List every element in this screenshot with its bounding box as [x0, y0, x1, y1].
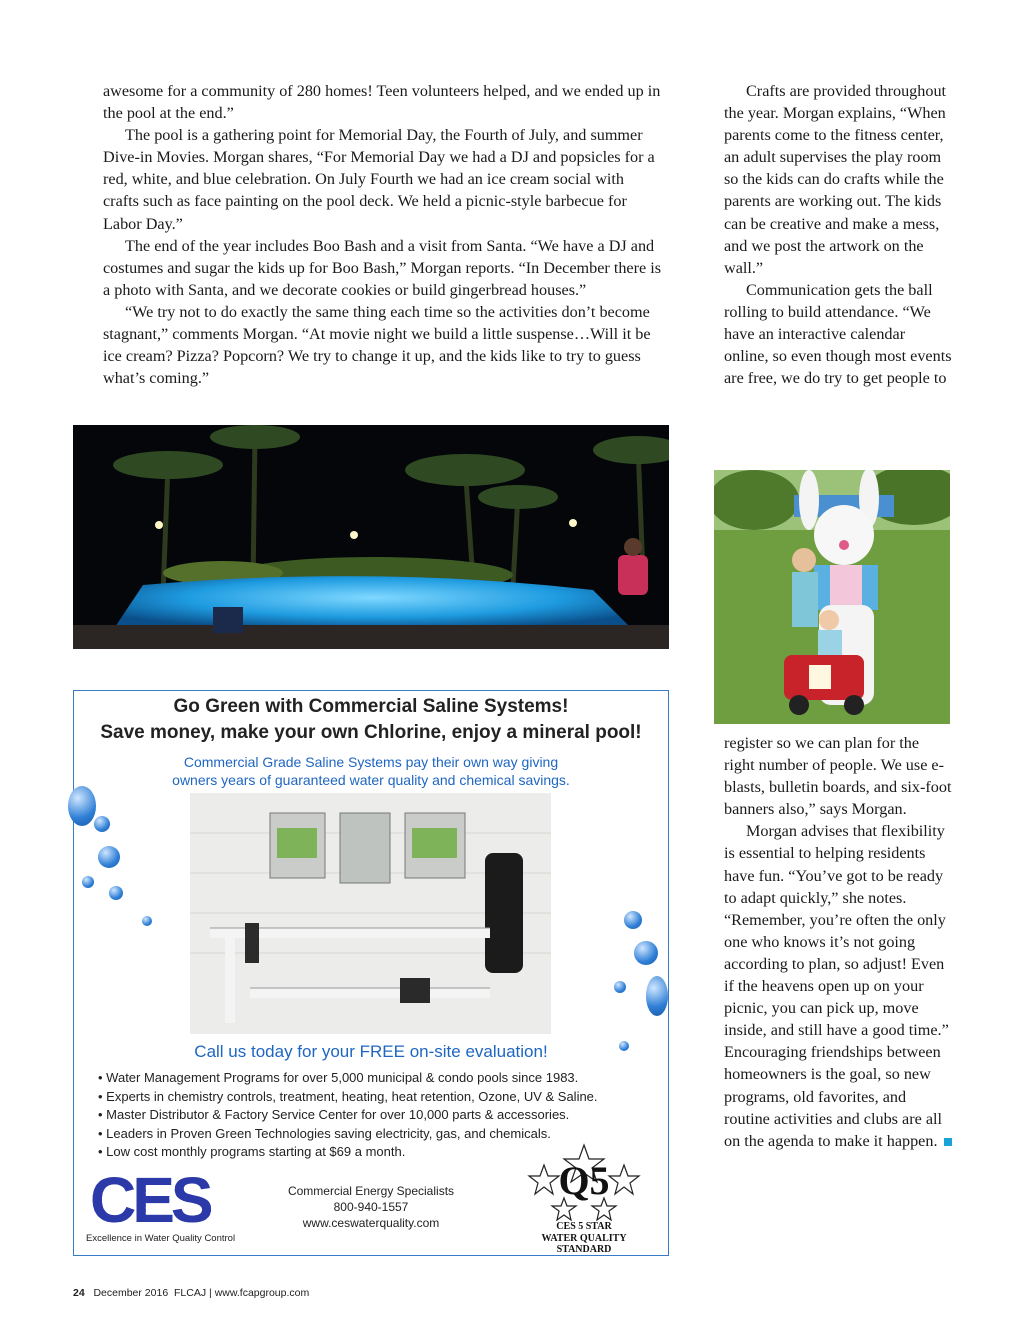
- bubble-decoration: [82, 876, 94, 888]
- article-paragraph: register so we can plan for the right number of people. We use e-blasts, bulletin boards, and six-foot banners also,” says Morgan.: [724, 734, 952, 819]
- ces-logo: [90, 1164, 230, 1236]
- badge-logo: Q5: [558, 1158, 610, 1203]
- badge-line-2: WATER QUALITY STANDARD: [541, 1233, 627, 1255]
- saline-systems-advertisement: [73, 690, 669, 1256]
- ad-bullet: • Leaders in Proven Green Technologies saving electricity, gas, and chemicals.: [98, 1125, 598, 1144]
- company-name: Commercial Energy Specialists: [287, 1184, 455, 1198]
- ad-headline-2: Save money, make your own Chlorine, enjoy a mineral pool!: [100, 722, 642, 743]
- night-pool-photo: [73, 425, 669, 649]
- article-paragraph: awesome for a community of 280 homes! Teen volunteers helped, and we ended up in the pool at the end.”: [103, 82, 661, 123]
- ces-logo-text: CES: [90, 1169, 230, 1231]
- article-left-column: [103, 80, 663, 389]
- easter-bunny-illustration: [714, 470, 950, 724]
- easter-bunny-photo: [714, 470, 950, 724]
- publication-name: FLCAJ: [174, 1287, 207, 1299]
- end-of-article-mark: [944, 1138, 952, 1146]
- company-website: www.ceswaterquality.com: [302, 1216, 440, 1230]
- footer-separator: |: [209, 1287, 212, 1299]
- page-footer: [73, 1287, 309, 1299]
- ad-call-to-action: Call us today for your FREE on-site evaluation!: [194, 1042, 548, 1061]
- page-number: 24: [73, 1287, 85, 1299]
- company-phone: 800-940-1557: [333, 1200, 409, 1214]
- article-paragraph: The end of the year includes Boo Bash and a visit from Santa. “We have a DJ and costumes and sugar the kids up for Boo Bash,” Morgan reports. “In December there is a photo with Santa, and we decorate cookies or build gingerbread houses.”: [103, 236, 662, 299]
- bubble-decoration: [68, 786, 96, 826]
- article-right-column-top: [724, 80, 952, 389]
- five-star-badge: [514, 1143, 654, 1255]
- bubble-decoration: [614, 981, 626, 993]
- ad-subheadline-1: Commercial Grade Saline Systems pay their own way giving: [183, 754, 559, 770]
- bubble-decoration: [109, 886, 123, 900]
- footer-website: www.fcapgroup.com: [214, 1287, 310, 1299]
- bubble-decoration: [94, 816, 110, 832]
- saline-equipment-photo: [190, 793, 551, 1034]
- saline-equipment-illustration: [190, 793, 551, 1034]
- ad-headline-1: Go Green with Commercial Saline Systems!: [173, 696, 569, 717]
- ad-subheadline-2: owners years of guaranteed water quality and chemical savings.: [172, 772, 570, 788]
- ad-bullet: • Low cost monthly programs starting at $69 a month.: [98, 1143, 598, 1162]
- bubble-decoration: [646, 976, 668, 1016]
- company-contact: [266, 1183, 476, 1231]
- article-paragraph: Crafts are provided throughout the year. Morgan explains, “When parents come to the fitness center, an adult supervises the play room so the kids can do crafts while the parents are working out. The kids can be creative and make a mess, and we post the artwork on the wall.”: [724, 82, 947, 277]
- bubble-decoration: [98, 846, 120, 868]
- ad-bullet: • Master Distributor & Factory Service Center for over 10,000 parts & accessories.: [98, 1106, 598, 1125]
- article-paragraph: The pool is a gathering point for Memorial Day, the Fourth of July, and summer Dive-in Movies. Morgan shares, “For Memorial Day we had a DJ and popsicles for a red, white, and blue celebration. On July Fourth we had an ice cream social with crafts such as face painting on the pool deck. We held a picnic-style barbecue for Labor Day.”: [103, 126, 655, 233]
- bubble-decoration: [634, 941, 658, 965]
- bubble-decoration: [624, 911, 642, 929]
- article-paragraph: Communication gets the ball rolling to build attendance. “We have an interactive calendar online, so even though most events are free, we do try to get people to: [724, 280, 952, 388]
- article-right-column-bottom: [724, 732, 952, 1152]
- ad-bullet: • Experts in chemistry controls, treatment, heating, heat retention, Ozone, UV & Saline.: [98, 1088, 598, 1107]
- issue-date: December 2016: [93, 1287, 169, 1299]
- article-paragraph: [724, 820, 952, 1151]
- article-paragraph: “We try not to do exactly the same thing each time so the activities don’t become stagnant,” comments Morgan. “At movie night we build a little suspense…Will it be ice cream? Pizza? Popcorn? We try to change it up, and the kids like to try to guess what’s coming.”: [103, 302, 651, 388]
- night-pool-illustration: [73, 425, 669, 649]
- ces-tagline: Excellence in Water Quality Control: [86, 1233, 236, 1244]
- article-paragraph-text: Morgan advises that flexibility is essential to helping residents have fun. “You’ve got to be ready to adapt quickly,” she notes. “Remember, you’re often the only one who knows it’s not going according to plan, so adjust! Even if the heavens open up on your picnic, you can pick up, move inside, and still have a good time.” Encouraging friendships between homeowners is the goal, so new programs, old favorites, and routine activities and clubs are all on the agenda to make it happen.: [724, 822, 949, 1150]
- badge-line-1: CES 5 STAR: [556, 1221, 612, 1232]
- ad-bullet: • Water Management Programs for over 5,000 municipal & condo pools since 1983.: [98, 1069, 598, 1088]
- bubble-decoration: [142, 916, 152, 926]
